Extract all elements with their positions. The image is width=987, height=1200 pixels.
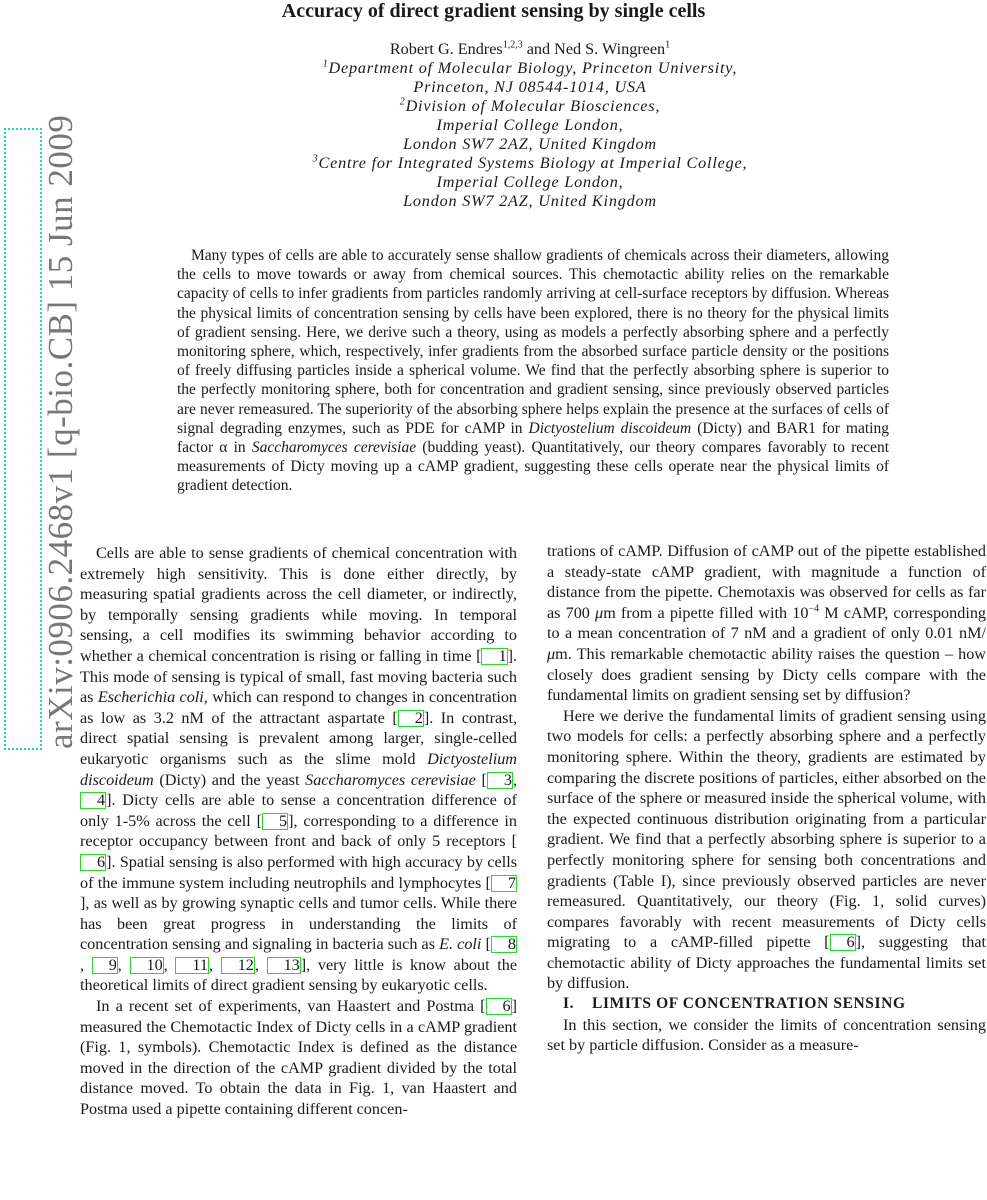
species-name: Dictyostelium discoideum <box>80 749 517 789</box>
affil-line: Centre for Integrated Systems Biology at Imperial College, <box>318 154 748 172</box>
body-text: trations of cAMP. Diffusion of cAMP out of the pipette established a steady-state cAMP gradient, with magnitude a function of distance from the pipette. Chemotaxis was observed for cells as far as 700 <box>547 542 986 622</box>
intro-paragraph-1: Cells are able to sense gradients of chemical concentration with extremely high sensitivity. This is done either directly, by measuring spatial gradients across the cell diameter, or indirectly, by temporally sensing gradients while moving. In temporal sensing, a cell modifies its swimming behavior according to whether a chemical concentration is rising or falling in time [ 1]. This mode of sensing is typical of small, fast moving bacteria such as Escherichia coli, which can respond to changes in concentration as low as 3.2 nM of the attractant aspartate [ 2]. In contrast, direct spatial sensing is prevalent among larger, single-celled eukaryotic organisms such as the slime mold Dictyostelium discoideum (Dicty) and the yeast Saccharomyces cerevisiae [ 3, 4]. Dicty cells are able to sense a concentration difference of only 1-5% across the cell [ 5], corresponding to a difference in receptor occupancy between front and back of only 5 receptors [6]. Spatial sensing is also performed with high accuracy by cells of the immune system including neutrophils and lymphocytes [ 7], as well as by growing synaptic cells and tumor cells. While there has been great progress in understanding the limits of concentration sensing and signaling in bacteria such as E. coli [ 8, 9, 10, 11, 12, 13], very little is know about the theoretical limits of direct gradient sensing by eukaryotic cells. <box>80 544 518 995</box>
body-text: In this section, we consider the limits of concentration sensing set by particle diffusion. Consider as a measure- <box>547 1015 986 1055</box>
affiliation-1 <box>0 59 987 97</box>
citation-link[interactable]: 6 <box>486 998 512 1015</box>
affil-line: London SW7 2AZ, United Kingdom <box>403 192 657 210</box>
affil-line: Department of Molecular Biology, Princeton University, <box>328 59 738 77</box>
author-line <box>0 40 987 59</box>
affil-marker: 1 <box>322 58 329 70</box>
paper-title: Accuracy of direct gradient sensing by single cells <box>281 0 706 22</box>
author-1: Robert G. Endres <box>389 40 503 58</box>
body-text: , which can respond to changes in concentration as low as 3.2 nM of the attractant aspartate [ <box>80 688 518 727</box>
exponent: −4 <box>808 603 820 615</box>
citation-link[interactable]: 4 <box>80 792 106 809</box>
math-symbol: μ <box>595 603 604 622</box>
intro-paragraph-2-continued <box>547 541 986 706</box>
affil-line: Princeton, NJ 08544-1014, USA <box>413 78 647 96</box>
citation-link[interactable]: 7 <box>491 875 517 892</box>
body-text: Here we derive the fundamental limits of gradient sensing using two models for cells: a perfectly absorbing sphere and a perfectly monitoring sphere. Within the theory, gradients are estimated by comparing the discrete positions of particles, either absorbed on the surface of the sphere or measured inside the spherical volume, with the expected continuous distribution originating from a particular gradient. We find that a perfectly absorbing sphere is superior to a perfectly monitoring sphere for sensing both concentrations and gradients (Table I), since previously observed particles are never remeasured. Quantitatively, our theory (Fig. 1, solid curves) compares favorably with recent measurements of Dicty cells migrating to a cAMP-filled pipette [ <box>547 706 986 952</box>
affil-line: Division of Molecular Biosciences, <box>405 97 661 115</box>
body-text: ] measured the Chemotactic Index of Dicty cells in a cAMP gradient (Fig. 1, symbols). Chemotactic Index is defined as the distance moved in the direction of the cAMP gradient divided by the total distance moved. To obtain the data in Fig. 1, van Haastert and Postma used a pipette containing different concen- <box>80 997 517 1119</box>
citation-link[interactable]: 2 <box>398 710 424 727</box>
body-text: [ <box>481 935 491 954</box>
body-text: ], very little is know about the theoretical limits of direct gradient sensing by eukaryotic cells. <box>80 955 518 995</box>
author-2: Ned S. Wingreen <box>554 40 666 58</box>
citation-link[interactable]: 12 <box>221 957 255 974</box>
affiliation-2 <box>0 97 987 154</box>
affil-marker: 3 <box>312 153 319 165</box>
body-text: Cells are able to sense gradients of chemical concentration with extremely high sensitivity. This is done either directly, by measuring spatial gradients across the cell diameter, or indirectly, by temporally sensing gradients while moving. In temporal sensing, a cell modifies its swimming behavior according to whether a chemical concentration is rising or falling in time [ <box>80 544 517 665</box>
intro-paragraph-3 <box>547 706 986 994</box>
abstract <box>177 246 889 496</box>
section-1-paragraph-1 <box>547 1015 986 1056</box>
body-text: m. This remarkable chemotactic ability raises the question – how closely does gradient sensing by Dicty cells compare with the fundamental limits on gradient sensing set by diffusion? <box>547 644 986 705</box>
body-text: ]. In contrast, direct spatial sensing is prevalent among larger, single-celled eukaryotic organisms such as the slime mold <box>80 708 517 768</box>
author-2-affils: 1 <box>665 39 671 51</box>
citation-link[interactable]: 1 <box>481 648 507 665</box>
section-number: I. <box>563 995 575 1013</box>
abstract-text: Many types of cells are able to accurately sense shallow gradients of chemicals across their diameters, allowing the cells to move towards or away from chemical sources. This chemotactic ability relies on the remarkable capacity of cells to infer gradients from particles randomly arriving at cell-surface receptors by diffusion. Whereas the physical limits of concentration sensing by cells have been explored, there is no theory for the physical limits of gradient sensing. Here, we derive such a theory, using as models a perfectly absorbing sphere and a perfectly monitoring sphere, which, respectively, infer gradients from the absorbed surface particle density or the positions of freely diffusing particles inside a spherical volume. We find that the perfectly absorbing sphere is superior to the perfectly monitoring sphere, both for concentration and gradient sensing, since previously observed particles are never remeasured. The superiority of the absorbing sphere helps explain the presence at the surfaces of cells of signal degrading enzymes, such as PDE for cAMP in <box>177 247 889 437</box>
arxiv-stamp-border <box>4 128 42 750</box>
math-symbol: μ <box>547 644 556 663</box>
citation-link[interactable]: 9 <box>92 957 118 974</box>
citation-link[interactable]: 8 <box>491 936 517 953</box>
body-text: ], as well as by growing synaptic cells and tumor cells. While there has been great progress in understanding the limits of concentration sensing and signaling in bacteria such as <box>80 894 517 954</box>
citation-link[interactable]: 6 <box>830 934 856 951</box>
affiliation-3 <box>0 154 987 211</box>
abstract-text: (Dicty) and BAR1 for mating factor α in <box>177 419 889 457</box>
species-name: Saccharomyces cerevisiae <box>305 770 476 789</box>
species-name: Dictyostelium discoideum <box>528 419 692 437</box>
citation-link[interactable]: 13 <box>267 957 301 974</box>
body-text: ]. This mode of sensing is typical of small, fast moving bacteria such as <box>80 646 517 707</box>
citation-link[interactable]: 6 <box>80 854 106 871</box>
left-column <box>80 543 517 1120</box>
body-text: (Dicty) and the yeast <box>153 770 306 789</box>
author-1-affils: 1,2,3 <box>502 39 523 51</box>
species-name: Saccharomyces cerevisiae <box>251 439 417 457</box>
body-text: ]. Spatial sensing is also performed with high accuracy by cells of the immune system including neutrophils and lymphocytes [ <box>80 852 517 892</box>
species-name: E. coli <box>439 935 482 954</box>
affil-line: London SW7 2AZ, United Kingdom <box>403 135 657 153</box>
body-text: ], suggesting that chemotactic ability of Dicty approaches the fundamental limits set by diffusion. <box>547 933 986 993</box>
body-text: ], corresponding to a difference in receptor occupancy between front and back of only 5 receptors [ <box>80 811 518 851</box>
abstract-text: (budding yeast). Quantitatively, our theory compares favorably to recent measurements of Dicty moving up a cAMP gradient, suggesting these cells operate near the physical limits of gradient detection. <box>177 439 889 495</box>
body-text: m from a pipette filled with 10 <box>603 603 809 622</box>
section-title: LIMITS OF CONCENTRATION SENSING <box>592 995 906 1013</box>
affil-line: Imperial College London, <box>436 116 624 134</box>
citation-link[interactable]: 10 <box>130 957 164 974</box>
body-text: M cAMP, corresponding to a mean concentration of 7 nM and a gradient of only 0.01 nM/ <box>547 603 987 643</box>
arxiv-identifier[interactable]: arXiv:0906.2468v1 [q-bio.CB] 15 Jun 2009 <box>41 114 80 749</box>
citation-link[interactable]: 11 <box>175 957 209 974</box>
affil-marker: 2 <box>399 96 406 108</box>
body-text: In a recent set of experiments, van Haastert and Postma [ <box>96 997 486 1016</box>
author-block <box>0 40 987 211</box>
species-name: Escherichia coli <box>97 688 204 707</box>
body-text: ]. Dicty cells are able to sense a concentration difference of only 1-5% across the cell [ <box>80 791 517 830</box>
author-conjunction: and <box>522 40 555 58</box>
citation-link[interactable]: 3 <box>487 772 513 789</box>
body-text: [ <box>475 770 487 789</box>
intro-paragraph-2 <box>80 996 517 1120</box>
citation-link[interactable]: 5 <box>262 813 288 830</box>
affil-line: Imperial College London, <box>436 173 624 191</box>
right-column <box>547 541 986 1056</box>
section-heading <box>547 994 986 1015</box>
